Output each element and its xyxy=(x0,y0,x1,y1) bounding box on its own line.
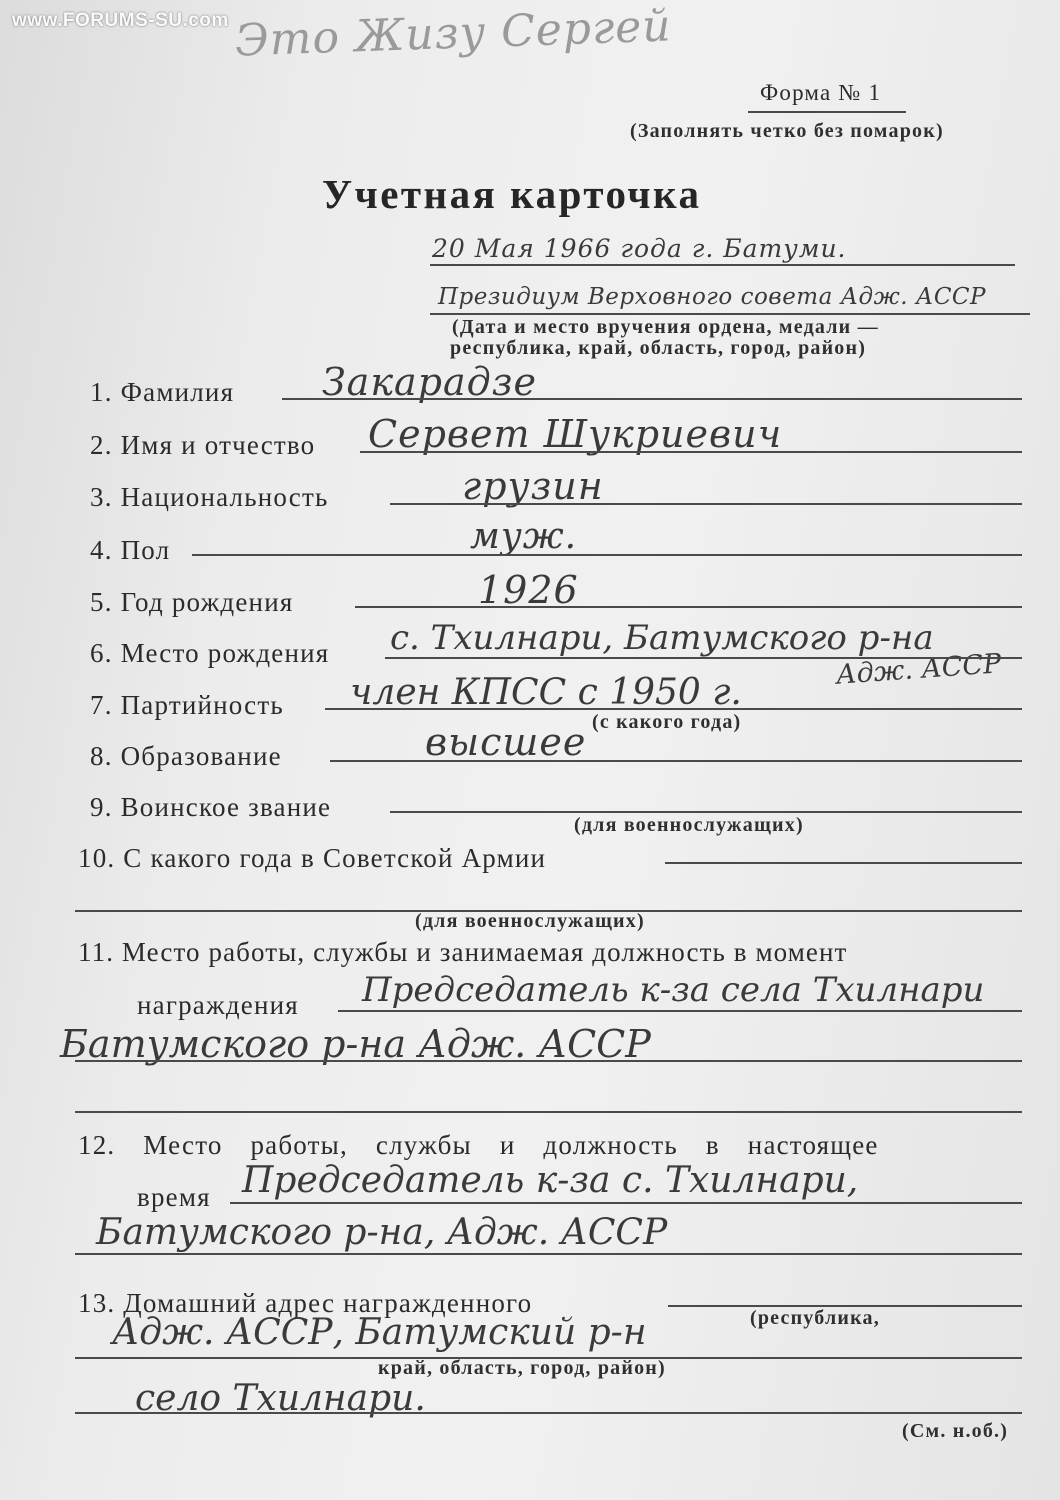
field-13-hint-a: (республика, xyxy=(750,1307,880,1329)
field-12-value: Председатель к-за с. Тхилнари, xyxy=(242,1160,859,1201)
award-caption-line2: республика, край, область, город, район) xyxy=(450,337,867,359)
field-11-label-2: награждения xyxy=(137,990,299,1020)
field-6-value-2: Адж. АССР xyxy=(835,648,1003,691)
field-11-label: 11. Место работы, службы и занимаемая должность в момент xyxy=(78,937,848,967)
see-reverse-note: (См. н.об.) xyxy=(902,1420,1009,1442)
field-12-label: 12. Место работы, службы и должность в настоящее xyxy=(78,1130,879,1160)
form-number: Форма № 1 xyxy=(760,80,882,105)
field-11-value-2: Батумского р-на Адж. АССР xyxy=(60,1022,651,1066)
field-7-label: 7. Партийность xyxy=(90,690,284,720)
award-presidium-value: Президиум Верховного совета Адж. АССР xyxy=(438,284,986,310)
award-presidium-line xyxy=(430,313,1030,315)
field-2-value: Сервет Шукриевич xyxy=(368,412,783,456)
field-8-value: высшее xyxy=(425,720,587,764)
field-4-line xyxy=(192,554,1022,556)
field-3-line xyxy=(390,503,1022,505)
field-5-label: 5. Год рождения xyxy=(90,587,294,617)
form-number-underline xyxy=(748,111,906,113)
field-11-value: Председатель к-за села Тхилнари xyxy=(362,970,985,1010)
field-8-label: 8. Образование xyxy=(90,741,282,771)
page-title: Учетная карточка xyxy=(322,171,702,217)
field-3-label: 3. Национальность xyxy=(90,482,329,512)
field-8-line xyxy=(330,760,1022,762)
field-1-line xyxy=(282,398,1022,400)
field-10-hint: (для военнослужащих) xyxy=(415,910,645,932)
award-date-value: 20 Мая 1966 года г. Батуми. xyxy=(432,234,847,263)
field-12-label-2: время xyxy=(137,1182,211,1212)
watermark: www.FORUMS-SU.com xyxy=(12,10,229,31)
field-11-line-3 xyxy=(75,1111,1022,1113)
field-12-value-2: Батумского р-на, Адж. АССР xyxy=(96,1212,668,1253)
field-7-line xyxy=(325,708,1022,710)
award-caption-line1: (Дата и место вручения ордена, медали — xyxy=(452,316,879,338)
field-7-value: член КПСС с 1950 г. xyxy=(350,672,742,713)
field-13-hint-b: край, область, город, район) xyxy=(378,1357,666,1379)
award-date-line xyxy=(430,264,1015,266)
field-5-value: 1926 xyxy=(478,568,579,612)
field-10-line xyxy=(665,862,1022,864)
field-6-value: с. Тхилнари, Батумского р-на xyxy=(390,618,934,658)
field-13-value: Адж. АССР, Батумский р-н xyxy=(112,1312,647,1353)
field-4-value: муж. xyxy=(470,516,578,557)
field-3-value: грузин xyxy=(462,464,604,508)
field-9-label: 9. Воинское звание xyxy=(90,792,332,822)
field-5-line xyxy=(355,606,1022,608)
field-11-line xyxy=(338,1010,1022,1012)
field-13-value-2: село Тхилнари. xyxy=(135,1378,426,1419)
field-4-label: 4. Пол xyxy=(90,535,171,565)
field-1-label: 1. Фамилия xyxy=(90,377,235,407)
field-12-line-2 xyxy=(75,1253,1022,1255)
pencil-note: Это Жизу Сергей xyxy=(234,0,673,67)
field-7-hint: (с какого года) xyxy=(592,711,742,733)
field-2-line xyxy=(360,451,1022,453)
field-13-line-3 xyxy=(75,1412,1022,1414)
field-9-hint: (для военнослужащих) xyxy=(574,814,804,836)
field-2-label: 2. Имя и отчество xyxy=(90,430,316,460)
field-6-label: 6. Место рождения xyxy=(90,638,330,668)
field-9-line xyxy=(390,811,1022,813)
field-1-value: Закарадзе xyxy=(322,360,537,404)
field-6-line xyxy=(385,657,1022,659)
form-instruction: (Заполнять четко без помарок) xyxy=(630,120,944,142)
field-12-line xyxy=(230,1202,1022,1204)
field-10-label: 10. С какого года в Советской Армии xyxy=(78,843,547,873)
field-11-line-2 xyxy=(75,1060,1022,1062)
field-13-label: 13. Домашний адрес награжденного xyxy=(78,1288,533,1318)
